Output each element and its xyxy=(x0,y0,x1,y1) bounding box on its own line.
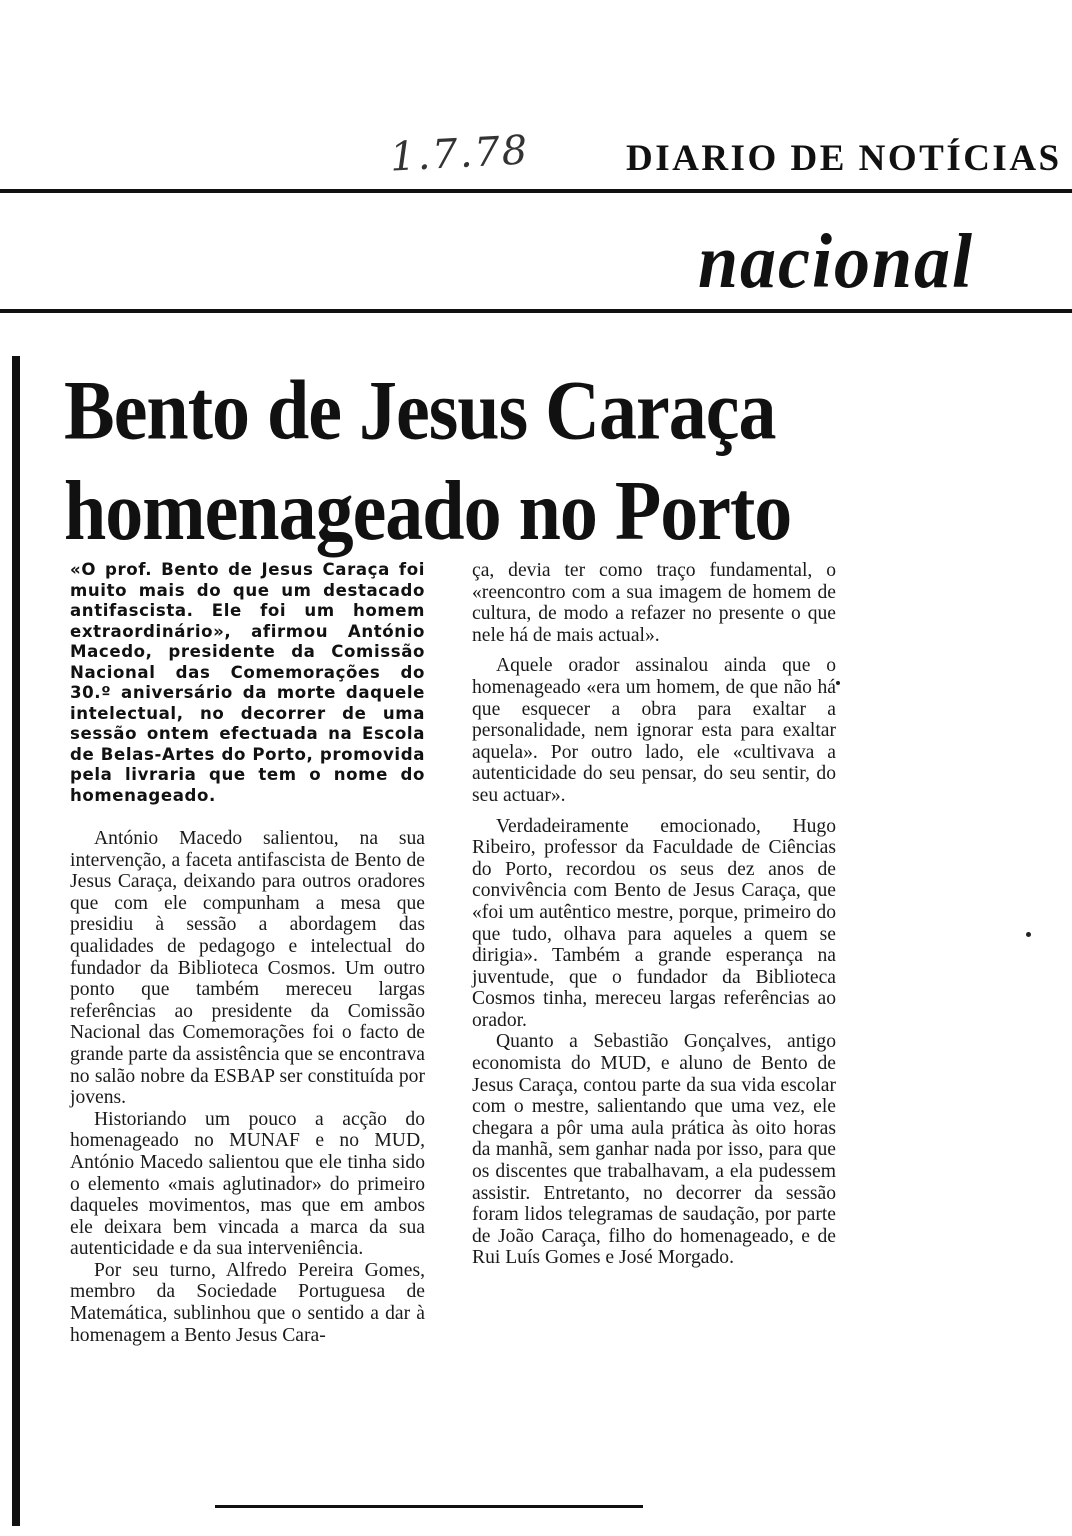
section-label: nacional xyxy=(697,217,974,305)
article-paragraph: Quanto a Sebastião Gonçalves, antigo economista do MUD, e aluno de Bento de Jesus Caraça, contou parte da sua vida escolar com o mestre, salientando que uma vez, ele chegara a pôr uma aula prática às oito horas da manhã, sem ganhar nada por isso, para que os discentes que trabalhavam, a ela pudessem assistir. Entretanto, no decorrer da sessão foram lidos telegramas de saudação, por parte de João Caraça, filho do homenageado, e de Rui Luís Gomes e José Morgado. xyxy=(472,1031,836,1269)
article-margin-bar xyxy=(12,356,20,1526)
scan-speck xyxy=(836,681,840,685)
article-paragraph: Verdadeiramente emocionado, Hugo Ribeiro, professor da Faculdade de Ciências do Porto, recordou os seus dez anos de convivência com Bento de Jesus Caraça, que «foi um autêntico mestre, porque, primeiro do que tudo, olhava para aqueles a quem se dirigia». Também a grande esperança na juventude, que o fundador da Biblioteca Cosmos tinha, mereceu largas referências ao orador. xyxy=(472,815,836,1031)
article-paragraph: Historiando um pouco a acção do homenageado no MUNAF e no MUD, António Macedo salientou que ele tinha sido o elemento «mais aglutinador» do primeiro daqueles movimentos, mas que em ambos ele deixara bem vincada a marca da sua autenticidade e da sua interveniência. xyxy=(70,1108,425,1260)
article-paragraph: ça, devia ter como traço fundamental, o «reencontro com a sua imagem de homem de cultura, de modo a refazer no presente o que nele há de mais actual». xyxy=(472,560,836,646)
article-paragraph: Por seu turno, Alfredo Pereira Gomes, membro da Sociedade Portuguesa de Matemática, sublinhou que o sentido a dar à homenagem a Bento Jesus Cara- xyxy=(70,1259,425,1346)
article-paragraph: Aquele orador assinalou ainda que o homenageado «era um homem, de que não há que esquecer a obra para exaltar a personalidade, nem ignorar esta para exaltar aquela». Por outro lado, ele «cultivava a autenticidade do seu pensar, do seu sentir, do seu actuar». xyxy=(472,655,836,806)
section-rule xyxy=(0,309,1072,313)
article-column-left xyxy=(70,560,425,1346)
article-headline: Bento de Jesus Caraça homenageado no Porto xyxy=(64,363,792,559)
handwritten-date: 1.7.78 xyxy=(388,127,531,181)
masthead-rule xyxy=(0,189,1072,193)
article-column-right xyxy=(472,560,836,1269)
article-lead: «O prof. Bento de Jesus Caraça foi muito mais do que um destacado antifascista. Ele foi um homem extraordinário», afirmou António Macedo, presidente da Comissão Nacional das Comemorações do 30.º aniversário da morte daquele intelectual, no decorrer de uma sessão ontem efectuada na Escola de Belas-Artes do Porto, promovida pela livraria que tem o nome do homenageado. xyxy=(70,560,425,805)
scan-speck xyxy=(1026,932,1031,937)
newspaper-masthead: DIARIO DE NOTÍCIAS xyxy=(626,138,1062,179)
article-paragraph: António Macedo salientou, na sua intervenção, a faceta antifascista de Bento de Jesus Caraça, deixando para outros oradores que com ele compunham a mesa que presidiu à sessão a abordagem das qualidades de pedagogo e intelectual do fundador da Biblioteca Cosmos. Um outro ponto que também mereceu largas referências ao presidente da Comissão Nacional das Comemorações foi o facto de grande parte da assistência que se encontrava no salão nobre da ESBAP ser constituída por jovens. xyxy=(70,828,425,1109)
article-end-rule xyxy=(215,1505,643,1508)
